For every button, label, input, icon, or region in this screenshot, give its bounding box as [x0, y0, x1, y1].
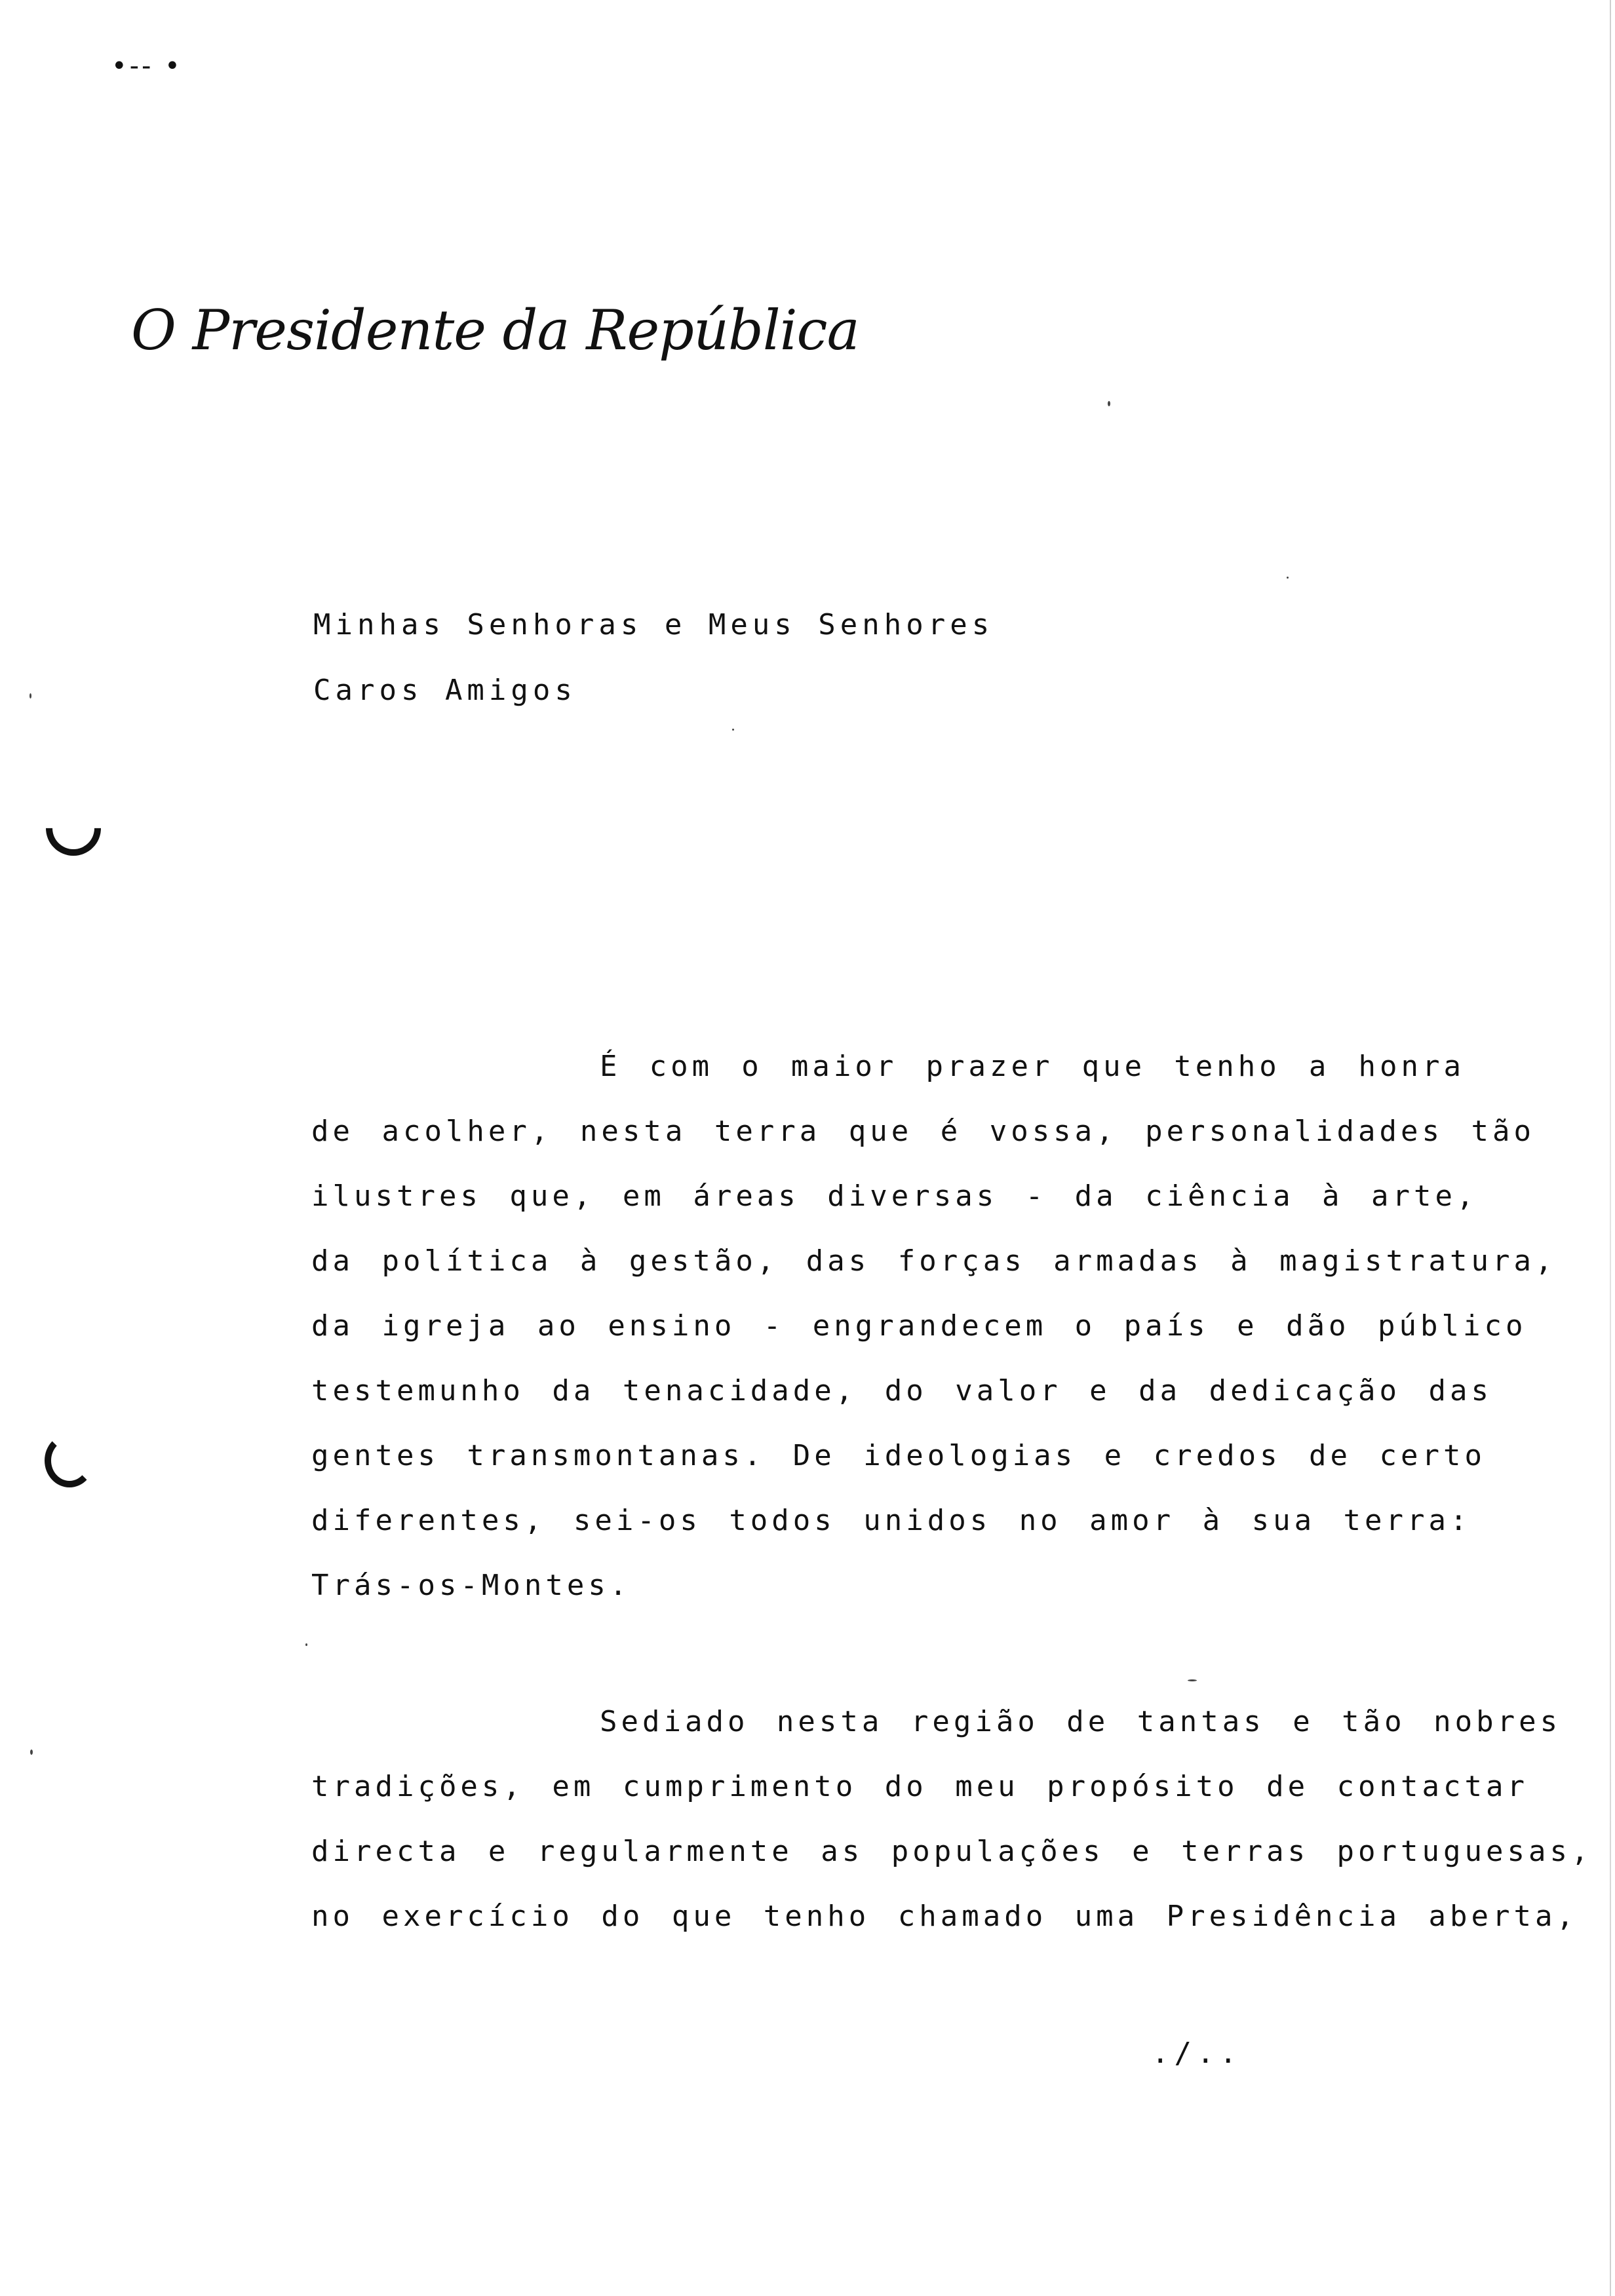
paragraph-line: tradições, em cumprimento do meu propósito de contactar [311, 1770, 1528, 1803]
paragraph-line: directa e regularmente as populações e terras portuguesas, [311, 1835, 1593, 1868]
paragraph-line: Trás-os-Montes. [311, 1569, 631, 1602]
letterhead-title: O Presidente da República [131, 298, 859, 362]
scan-speck [305, 1643, 307, 1646]
paragraph-line: Sediado nesta região de tantas e tão nobres [600, 1705, 1562, 1738]
scan-speck [29, 693, 31, 698]
scan-speck [732, 729, 734, 731]
paragraph-line: no exercício do que tenho chamado uma Presidência aberta, [311, 1900, 1578, 1933]
paragraph-line: da igreja ao ensino - engrandecem o país e dão público [311, 1309, 1527, 1343]
scan-edge-line [1610, 0, 1611, 2296]
salutation-line-2: Caros Amigos [313, 674, 577, 707]
paragraph-line: ilustres que, em áreas diversas - da ciência à arte, [311, 1179, 1478, 1213]
paragraph-line: de acolher, nesta terra que é vossa, personalidades tão [311, 1115, 1535, 1148]
scan-speck [30, 1750, 33, 1755]
paragraph-line: gentes transmontanas. De ideologias e credos de certo [311, 1439, 1486, 1472]
corner-handwritten-mark: •-- • [111, 51, 183, 81]
punch-hole-mark-lower [45, 1434, 94, 1487]
salutation-line-1: Minhas Senhoras e Meus Senhores [313, 608, 994, 641]
scan-speck [1188, 1679, 1197, 1681]
paragraph-line: testemunho da tenacidade, do valor e da dedicação das [311, 1374, 1492, 1407]
paragraph-2 [311, 1689, 1593, 1949]
punch-hole-mark-upper [35, 790, 113, 868]
scan-speck [1108, 401, 1110, 406]
paragraph-1 [311, 1034, 1557, 1618]
continuation-mark: ./.. [1152, 2037, 1242, 2070]
paragraph-line: É com o maior prazer que tenho a honra [600, 1050, 1465, 1083]
scan-speck [1287, 577, 1289, 579]
paragraph-line: da política à gestão, das forças armadas à magistratura, [311, 1244, 1557, 1278]
paragraph-line: diferentes, sei-os todos unidos no amor à sua terra: [311, 1504, 1471, 1537]
